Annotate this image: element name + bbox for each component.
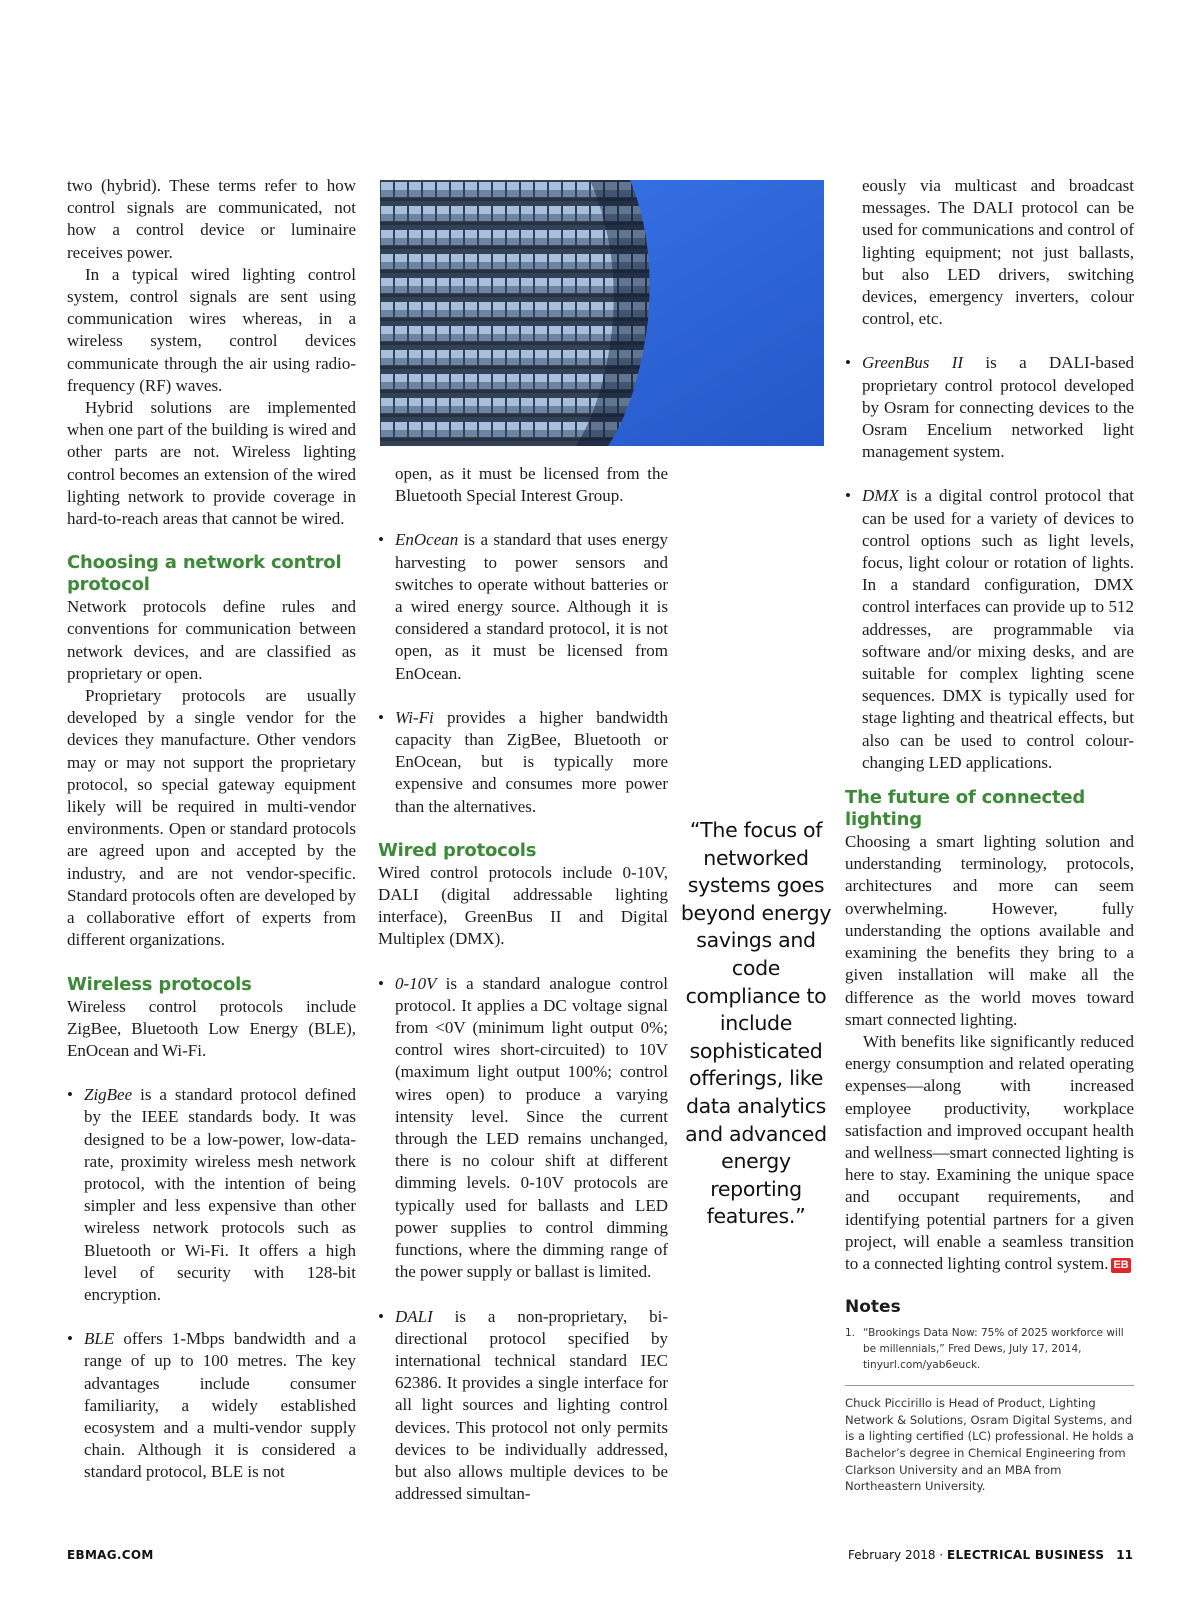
bullet-list (67, 1084, 356, 1483)
paragraph (845, 1031, 1134, 1275)
paragraph: two (hybrid). These terms refer to how control signals are communicated, not how a control device or luminaire receives power. (67, 176, 356, 262)
bullet-icon: • (845, 486, 851, 506)
bullet-icon: • (378, 973, 384, 993)
paragraph: Hybrid solutions are implemented when one part of the building is wired and other parts are not. Wireless lighting control becomes an extension of the wired lighting network to provide coverage in hard-to-reach areas that cannot be wired. (67, 398, 356, 529)
bullet-list (845, 352, 1134, 774)
author-bio: Chuck Piccirillo is Head of Product, Lighting Network & Solutions, Osram Digital Systems, and is a lighting certified (LC) professional. He holds a Bachelor’s degree in Chemical Engineering from Clarkson University and an MBA from Northeastern University. (845, 1396, 1134, 1494)
list-item-0-10v (378, 973, 668, 1284)
list-item-text: provides a higher bandwidth capacity than ZigBee, Bluetooth or EnOcean, but is typically more expensive and consumes more power than the alternatives. (395, 707, 668, 816)
paragraph: In a typical wired lighting control system, control signals are sent using communication wires whereas, in a wireless system, control devices communicate through the air using radio-frequency (RF) waves. (67, 264, 356, 395)
column-right (845, 175, 1134, 1495)
term: Wi-Fi (395, 707, 434, 727)
paragraph: eously via multicast and broadcast messages. The DALI protocol can be used for communications and control of lighting equipment; not just ballasts, but also LED drivers, switching devices, emergency inverters, colour control, etc. (862, 176, 1134, 329)
term: DALI (395, 1306, 433, 1326)
list-item-text: is a standard protocol defined by the IEEE standards body. It was designed to be a low-power, low-data-rate, proximity wireless mesh network protocol, with the intention of being simpler and less expensive than other wireless network protocols such as Bluetooth or Wi-Fi. It offers a high level of security with 128-bit encryption. (84, 1085, 356, 1304)
footer-website: EBMAG.COM (67, 1548, 154, 1562)
building-image (380, 180, 824, 446)
eb-end-mark-icon: EB (1113, 1258, 1129, 1271)
paragraph: Proprietary protocols are usually developed by a single vendor for the devices they manufacture. Other vendors may or may not support the proprietary protocol, so special gateway equipment likely will be required in multi-vendor environments. Open or standard protocols are agreed upon and accepted by the industry, and are not vendor-specific. Standard protocols often are developed by a collaborative effort of experts from different organizations. (67, 686, 356, 950)
list-item-text: is a standard analogue control protocol. It applies a DC voltage signal from <0V (minimum light output 0%; control wires short-circuited) to 10V (maximum light output 100%; control wires open) to produce a varying intensity level. Since the current through the LED remains unchanged, there is no colour shift at different dimming levels. 0-10V protocols are typically used for ballasts and LED power supplies to control dimming functions, where the dimming range of the power supply or ballast is limited. (395, 973, 668, 1282)
footer-publication: ELECTRICAL BUSINESS (946, 1548, 1105, 1562)
list-item-text: offers 1-Mbps bandwidth and a range of up to 100 metres. The key advantages include consumer familiarity, a widely established ecosystem and a multi-vendor supply chain. Although it is considered a standard protocol, BLE is not (84, 1329, 356, 1482)
term: 0-10V (395, 973, 437, 993)
bullet-list (378, 529, 668, 817)
paragraph: Network protocols define rules and conventions for communication between network devices, and are classified as proprietary or open. (67, 597, 356, 683)
list-item-text: is a digital control protocol that can be used for a variety of devices to control options such as light levels, focus, light colour or rotation of lights. In a standard configuration, DMX control interfaces can provide up to 512 addresses, are programmable via software and/or mixing desks, and are suitable for complex lighting scene sequences. DMX is typically used for stage lighting and theatrical effects, but also can be used to control colour-changing LED applications. (862, 486, 1134, 772)
paragraph: Wireless control protocols include ZigBee, Bluetooth Low Energy (BLE), EnOcean and Wi-Fi. (67, 996, 356, 1060)
list-item-ble (67, 1328, 356, 1483)
section-heading-wired-protocols: Wired protocols (378, 839, 537, 861)
section-heading-network-protocol: Choosing a network control protocol (67, 552, 342, 596)
term: DMX (862, 486, 899, 506)
term: BLE (84, 1329, 115, 1349)
bullet-icon: • (378, 1306, 384, 1326)
section-heading-wireless-protocols: Wireless protocols (67, 973, 252, 995)
list-item-zigbee (67, 1084, 356, 1306)
bullet-icon: • (378, 530, 384, 550)
section-heading-future: The future of connected lighting (845, 787, 1086, 831)
footer-date: February 2018 · (847, 1548, 947, 1562)
note-text: “Brookings Data Now: 75% of 2025 workforce will be millennials,” Fred Dews, July 17, 2014, tinyurl.com/yab6euck. (863, 1327, 1124, 1372)
note-item (845, 1325, 1134, 1373)
footer-folio (848, 1548, 1133, 1562)
list-item-enocean (378, 529, 668, 684)
divider (845, 1385, 1134, 1386)
page-number: 11 (1116, 1548, 1133, 1562)
list-item-dmx (845, 485, 1134, 774)
note-number: 1. (845, 1327, 856, 1340)
notes-list (845, 1325, 1134, 1373)
paragraph: Choosing a smart lighting solution and understanding terminology, protocols, architectures and more can seem overwhelming. However, fully understanding the options available and examining the benefits they bring to a given installation will make all the difference as the world moves toward smart connected lighting. (845, 832, 1134, 1029)
paragraph-text: With benefits like significantly reduced energy consumption and related operating expenses—along with increased employee productivity, workplace satisfaction and improved occupant health and wellness—smart connected lighting is here to stay. Examining the unique space and occupant requirements, and identifying potential partners for a given project, will enable a seamless transition to a connected lighting control system. (845, 1031, 1134, 1273)
notes-heading: Notes (845, 1297, 901, 1318)
building-photo (380, 180, 824, 446)
bullet-list (378, 973, 668, 1506)
list-item-dali (378, 1306, 668, 1506)
bullet-icon: • (378, 707, 384, 727)
paragraph: Wired control protocols include 0-10V, DALI (digital addressable lighting interface), GreenBus II and Digital Multiplex (DMX). (378, 862, 668, 949)
term: ZigBee (84, 1085, 133, 1105)
list-item-greenbus (845, 352, 1134, 463)
list-item-text: is a standard that uses energy harvesting to power sensors and switches to operate without batteries or a wired energy source. Although it is considered a standard protocol, it is not open, as it must be licensed from EnOcean. (395, 530, 668, 683)
term: EnOcean (395, 530, 459, 550)
column-left (67, 175, 356, 1484)
list-item-text: is a non-proprietary, bi-directional protocol specified by international technical standard IEC 62386. It provides a single interface for all light sources and lighting control devices. This protocol not only permits devices to be individually addressed, but also allows multiple devices to be addressed simultan- (395, 1306, 668, 1504)
bullet-icon: • (67, 1085, 73, 1105)
list-item-text: is a DALI-based proprietary control protocol developed by Osram for connecting devices to the Osram Encelium networked light management system. (862, 353, 1134, 462)
bullet-icon: • (67, 1329, 73, 1349)
paragraph: open, as it must be licensed from the Bluetooth Special Interest Group. (395, 464, 668, 506)
term: GreenBus II (862, 353, 964, 373)
bullet-icon: • (845, 353, 851, 373)
column-middle (378, 463, 668, 1505)
list-item-wifi (378, 707, 668, 818)
pull-quote: “The focus of networked systems goes beyond energy savings and code compliance to include sophisticated offerings, like data analytics and advanced energy reporting features.” (680, 818, 832, 1229)
